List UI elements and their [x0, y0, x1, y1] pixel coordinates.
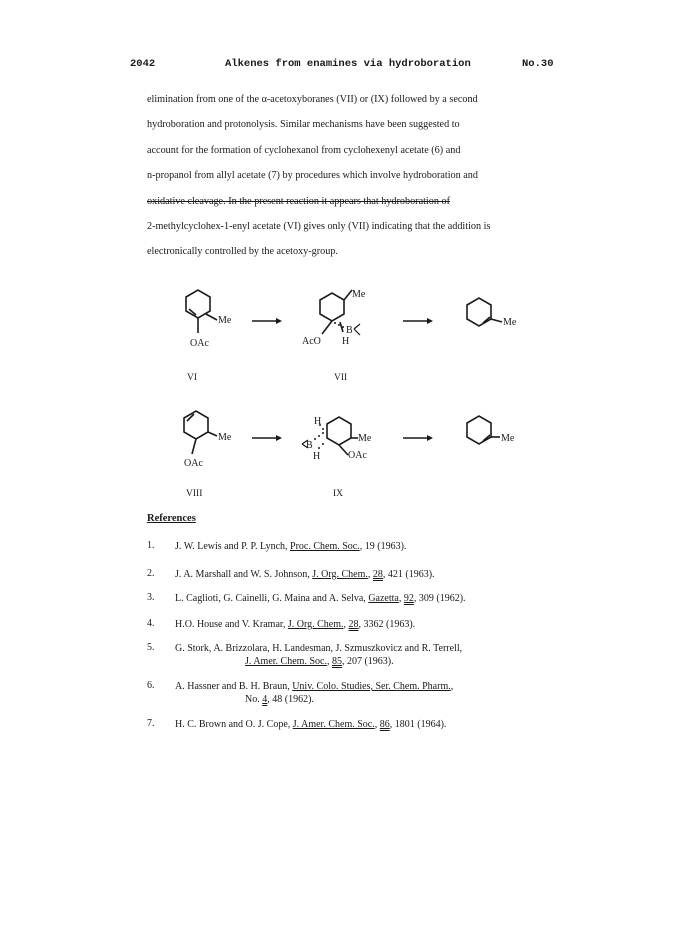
label-me: Me [218, 432, 232, 443]
compound-label: VIII [186, 489, 203, 499]
label-me: Me [503, 317, 517, 328]
ref-volume: 28 [372, 569, 383, 580]
ref-authors: A. Hassner and B. H. Braun, [175, 681, 293, 692]
label-me: Me [501, 433, 515, 444]
ref-journal: J. Org. Chem. [287, 619, 344, 630]
ref-number: 1. [147, 540, 155, 551]
ref-number: 2. [147, 568, 155, 579]
ref-number: 4. [147, 618, 155, 629]
ref-details: , 207 (1963). [341, 656, 394, 667]
ref-journal: J. Amer. Chem. Soc. [245, 656, 327, 667]
arrow-4 [403, 435, 433, 441]
ref-volume: 4 [262, 694, 268, 705]
structure-vi [186, 290, 217, 333]
ref-authors: L. Caglioti, G. Cainelli, G. Maina and A. Selva, [175, 593, 369, 604]
ref-sep: , [326, 656, 332, 667]
label-oac: OAc [348, 450, 367, 461]
ref-sep: , [374, 719, 380, 730]
ref-number: 3. [147, 592, 155, 603]
ref-sep: , [367, 569, 373, 580]
body-line: account for the formation of cyclohexanol from cyclohexenyl acetate (6) and [147, 144, 461, 156]
ref-volume: 92 [403, 593, 414, 604]
references-heading: References [147, 513, 196, 524]
ref-journal: Proc. Chem. Soc. [290, 541, 360, 552]
hash-bond [314, 424, 324, 449]
body-line: hydroboration and protonolysis. Similar mechanisms have been suggested to [147, 119, 460, 131]
arrow-2 [403, 318, 433, 324]
label-h: H [313, 451, 321, 462]
ref-authors: J. W. Lewis and P. P. Lynch, [175, 541, 291, 552]
ref-volume: 86 [379, 719, 390, 730]
ref-details: , 3362 (1963). [358, 619, 416, 630]
hash-bond [334, 322, 344, 328]
body-line: 2-methylcyclohex-1-enyl acetate (VI) gives only (VII) indicating that the addition is [147, 221, 491, 233]
ref-sep: , [398, 593, 404, 604]
label-me: Me [358, 433, 372, 444]
label-h: H [342, 336, 350, 347]
structure-product-1 [467, 298, 502, 326]
ref-number: 5. [147, 642, 155, 653]
body-line: electronically controlled by the acetoxy-group. [147, 246, 338, 258]
label-aco: AcO [302, 336, 321, 347]
label-oac: OAc [190, 338, 209, 349]
ref-sep: , [343, 619, 349, 630]
ref-number: 6. [147, 680, 155, 691]
ref-authors: H.O. House and V. Kramar, [175, 619, 288, 630]
arrow-1 [252, 318, 282, 324]
label-oac: OAc [184, 458, 203, 469]
label-b: B [306, 440, 313, 451]
ref-details: , 48 (1962). [267, 694, 314, 705]
ref-volume: 85 [331, 656, 342, 667]
ref-details: , 309 (1962). [413, 593, 466, 604]
ref-journal: J. Amer. Chem. Soc. [292, 719, 375, 730]
structure-viii [184, 411, 217, 454]
ref-authors: G. Stork, A. Brizzolara, H. Landesman, J. Szmuszkovicz and R. Terrell, [175, 643, 463, 654]
body-line: n-propanol from allyl acetate (7) by procedures which involve hydroboration and [147, 170, 478, 182]
label-h: H [314, 416, 322, 427]
ref-journal: J. Org. Chem. [312, 569, 368, 580]
ref-journal: Univ. Colo. Studies, Ser. Chem. Pharm. [292, 681, 451, 692]
ref-journal: Gazetta [368, 593, 399, 604]
compound-label: VII [334, 373, 348, 383]
ref-authors: J. A. Marshall and W. S. Johnson, [175, 569, 313, 580]
ref-details: , 421 (1963). [382, 569, 435, 580]
ref-number: 7. [147, 718, 155, 729]
label-me: Me [352, 289, 366, 300]
arrow-3 [252, 435, 282, 441]
running-title: Alkenes from enamines via hydroboration [225, 58, 471, 70]
label-me: Me [218, 315, 232, 326]
compound-label: VI [187, 373, 198, 383]
struck-text: In the present reaction it appears that hydroboration of [225, 195, 450, 207]
struck-text: oxidative cleavage. [147, 195, 226, 207]
ref-prevol: No. [245, 694, 263, 705]
ref-authors: H. C. Brown and O. J. Cope, [175, 719, 293, 730]
body-line: elimination from one of the α-acetoxyboranes (VII) or (IX) followed by a second [147, 94, 478, 105]
structure-product-2 [467, 416, 500, 444]
ref-details: , 19 (1963). [359, 541, 407, 552]
label-b: B [346, 325, 353, 336]
page-number: 2042 [130, 58, 156, 70]
ref-details: , 1801 (1964). [389, 719, 447, 730]
ref-sep: , [450, 681, 454, 692]
issue-number: No.30 [522, 58, 554, 70]
compound-label: IX [333, 489, 344, 499]
ref-volume: 28 [348, 619, 359, 630]
